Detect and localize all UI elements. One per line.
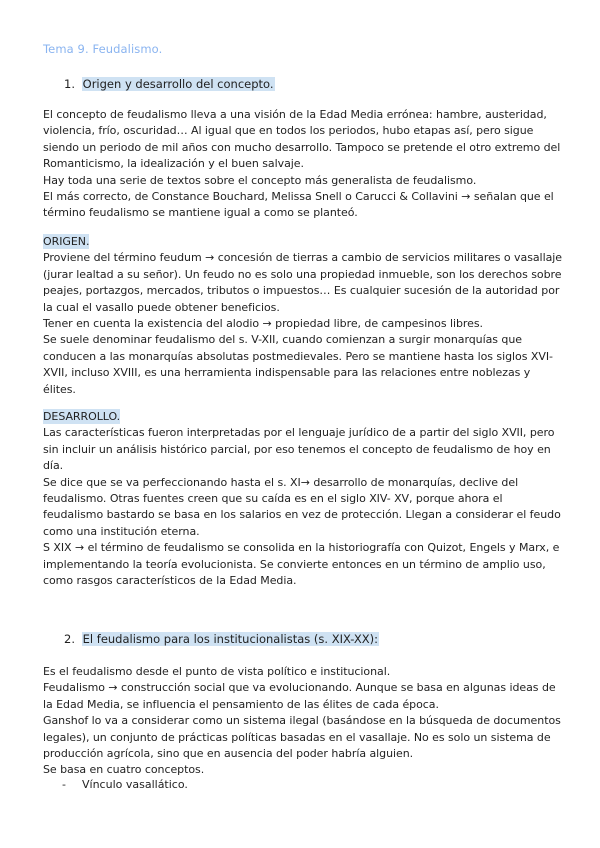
section-1-heading — [64, 77, 275, 92]
bullet-marker: - — [62, 778, 66, 791]
section-1-number: 1. — [64, 77, 75, 91]
section-2-title: El feudalismo para los institucionalistas (s. XIX-XX): — [82, 632, 378, 646]
paragraph: Se dice que se va perfeccionando hasta el s. XI→ desarrollo de monarquías, declive del feudalismo. Otras fuentes creen que su caída es en el siglo XIV- XV, porque ahora el feudalismo bastardo se basa en los salarios en vez de protección. Llegan a considerar el feudo como una institución eterna. — [43, 475, 561, 538]
paragraph: Se suele denominar feudalismo del s. V-XII, cuando comienzan a surgir monarquías que conducen a las monarquías absolutas postmedievales. Pero se mantiene hasta los siglos XVI-XVII, incluso XVIII, es una herramienta indispensable para las relaciones entre noblezas y élites. — [43, 333, 553, 396]
section-1-title: Origen y desarrollo del concepto. — [82, 77, 274, 91]
paragraph: Es el feudalismo desde el punto de vista político e institucional. — [43, 665, 391, 678]
list-item — [62, 777, 188, 793]
origen-label: ORIGEN. — [43, 235, 90, 248]
paragraph: Tener en cuenta la existencia del alodio → propiedad libre, de campesinos libres. — [43, 317, 483, 331]
paragraph: Hay toda una serie de textos sobre el concepto más generalista de feudalismo. — [43, 173, 477, 187]
paragraph: El más correcto, de Constance Bouchard, Melissa Snell o Carucci & Collavini → señalan que el término feudalismo se mantiene igual a como se planteó. — [43, 190, 554, 220]
paragraph: Ganshof lo va a considerar como un sistema ilegal (basándose en la búsqueda de documentos legales), un conjunto de prácticas políticas basadas en el vasallaje. No es solo un sistema de producción agrícola, sino que en ausencia del poder habría alguien. — [43, 714, 561, 761]
paragraph: Proviene del término feudum → concesión de tierras a cambio de servicios militares o vasallaje (jurar lealtad a su señor). Un feudo no es solo una propiedad inmueble, son los derechos sobre peajes, portazgos, mercados, tributos o impuestos… Es cualquier sucesión de la autoridad por la cual el vasallo puede obtener beneficios. — [43, 251, 562, 314]
section-2-heading — [64, 632, 379, 647]
list-item-text: Vínculo vasallático. — [82, 778, 188, 791]
paragraph: Se basa en cuatro conceptos. — [43, 763, 205, 777]
paragraph: S XIX → el término de feudalismo se consolida en la historiografía con Quizot, Engels y Marx, e implementando la teoría evolucionista. Se convierte entonces en un término de amplio uso, como rasgos característicos de la Edad Media. — [43, 541, 560, 588]
section-2-body — [43, 664, 565, 779]
paragraph: Las características fueron interpretadas por el lenguaje jurídico de a partir del siglo XVII, pero sin incluir un análisis histórico parcial, por eso tenemos el concepto de feudalismo de hoy en día. — [43, 426, 555, 473]
section-2-number: 2. — [64, 632, 75, 646]
origen-section — [43, 234, 565, 398]
paragraph: El concepto de feudalismo lleva a una visión de la Edad Media errónea: hambre, austeridad, violencia, frío, oscuridad… Al igual que en todos los periodos, hubo etapas así, pero sigue siendo un periodo de mil años con mucho desarrollo. Tampoco se pretende el otro extremo del Romanticismo, la idealización y el buen salvaje. — [43, 108, 561, 171]
document-title: Tema 9. Feudalismo. — [43, 42, 163, 56]
desarrollo-label: DESARROLLO. — [43, 410, 121, 423]
paragraph: Feudalismo → construcción social que va evolucionando. Aunque se basa en algunas ideas de la Edad Media, se influencia el pensamiento de las élites de cada época. — [43, 681, 556, 711]
section-1-body — [43, 107, 565, 222]
desarrollo-section — [43, 409, 565, 589]
